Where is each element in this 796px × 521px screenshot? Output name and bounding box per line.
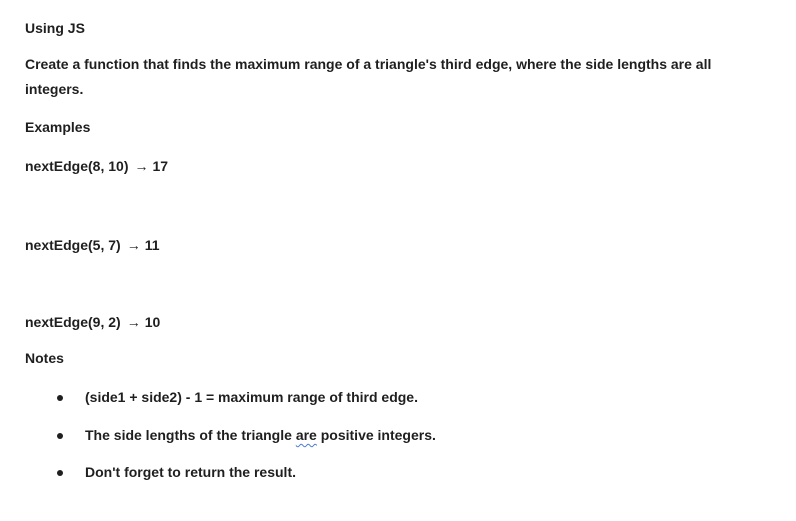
- spellcheck-marked-word: are: [295, 427, 317, 443]
- example-line: [25, 313, 160, 331]
- bullet-icon: [57, 433, 63, 439]
- note-text: Don't forget to return the result.: [85, 464, 296, 480]
- example-call: nextEdge(9, 2): [25, 314, 121, 330]
- note-text-post: positive integers.: [316, 427, 436, 443]
- arrow-icon: →: [126, 237, 141, 253]
- examples-heading: Examples: [25, 119, 91, 135]
- example-line: [25, 157, 168, 175]
- list-item: [0, 426, 796, 444]
- list-item: [0, 463, 796, 481]
- note-text: (side1 + side2) - 1 = maximum range of third edge.: [85, 389, 418, 405]
- note-text: [85, 426, 436, 444]
- arrow-icon: →: [126, 314, 141, 330]
- arrow-icon: →: [134, 158, 149, 174]
- title: Using JS: [25, 20, 85, 36]
- note-text-pre: The side lengths of the triangle: [85, 427, 296, 443]
- bullet-icon: [57, 395, 63, 401]
- example-result: 17: [152, 158, 169, 174]
- list-item: [0, 388, 796, 406]
- example-result: 11: [144, 237, 160, 253]
- example-result: 10: [144, 314, 161, 330]
- notes-heading: Notes: [25, 350, 64, 366]
- bullet-icon: [57, 470, 63, 476]
- example-call: nextEdge(8, 10): [25, 158, 129, 174]
- description: Create a function that finds the maximum range of a triangle's third edge, where the side lengths are all integers.: [25, 56, 712, 97]
- example-call: nextEdge(5, 7): [25, 237, 121, 253]
- example-line: [25, 236, 160, 254]
